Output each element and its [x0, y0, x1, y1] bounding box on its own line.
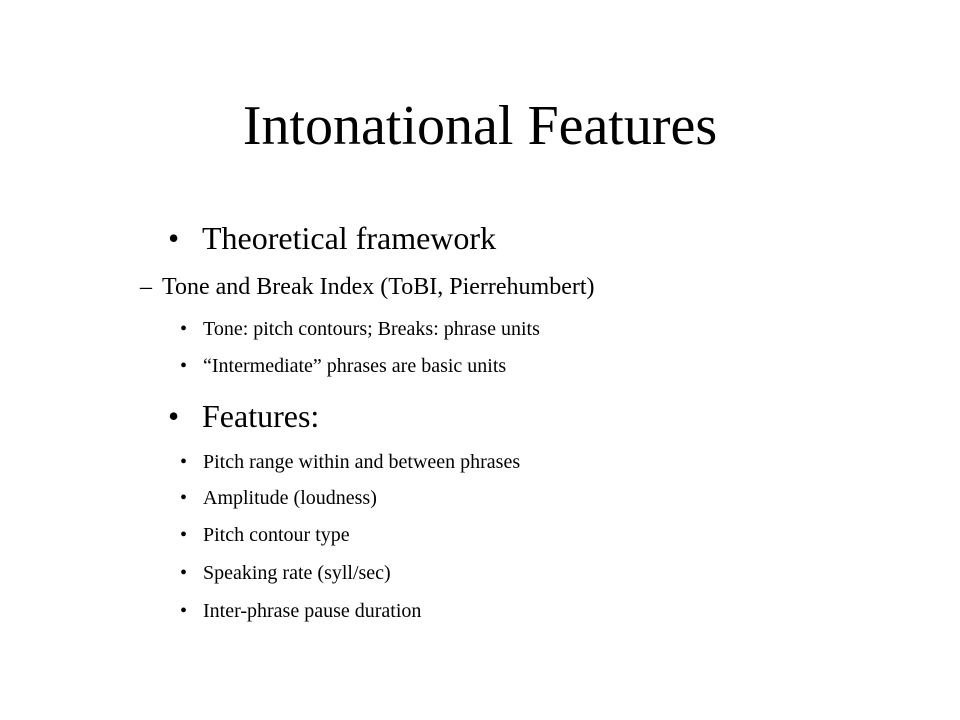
slide-title: Intonational Features	[242, 95, 718, 157]
bullet-marker: •	[180, 487, 188, 509]
bullet-text: Inter-phrase pause duration	[203, 600, 422, 622]
bullet-text: Tone: pitch contours; Breaks: phrase units	[203, 318, 540, 340]
bullet-text: Pitch range within and between phrases	[203, 451, 521, 473]
bullet-marker: •	[180, 600, 188, 622]
bullet-marker: •	[168, 220, 180, 256]
bullet-marker: •	[180, 355, 188, 377]
bullet-marker: •	[168, 398, 180, 434]
bullet-text: Speaking rate (syll/sec)	[203, 562, 391, 584]
bullet-text: Tone and Break Index (ToBI, Pierrehumbert)	[162, 274, 595, 300]
bullet-marker: •	[180, 524, 188, 546]
bullet-text: Amplitude (loudness)	[203, 487, 377, 509]
bullet-marker: •	[180, 562, 188, 584]
bullet-marker: •	[180, 318, 188, 340]
bullet-text: “Intermediate” phrases are basic units	[203, 355, 507, 377]
bullet-text: Theoretical framework	[202, 220, 497, 256]
bullet-text: Pitch contour type	[203, 524, 350, 546]
bullet-text: Features:	[202, 398, 320, 434]
dash-marker: –	[140, 274, 152, 300]
bullet-marker: •	[180, 451, 188, 473]
